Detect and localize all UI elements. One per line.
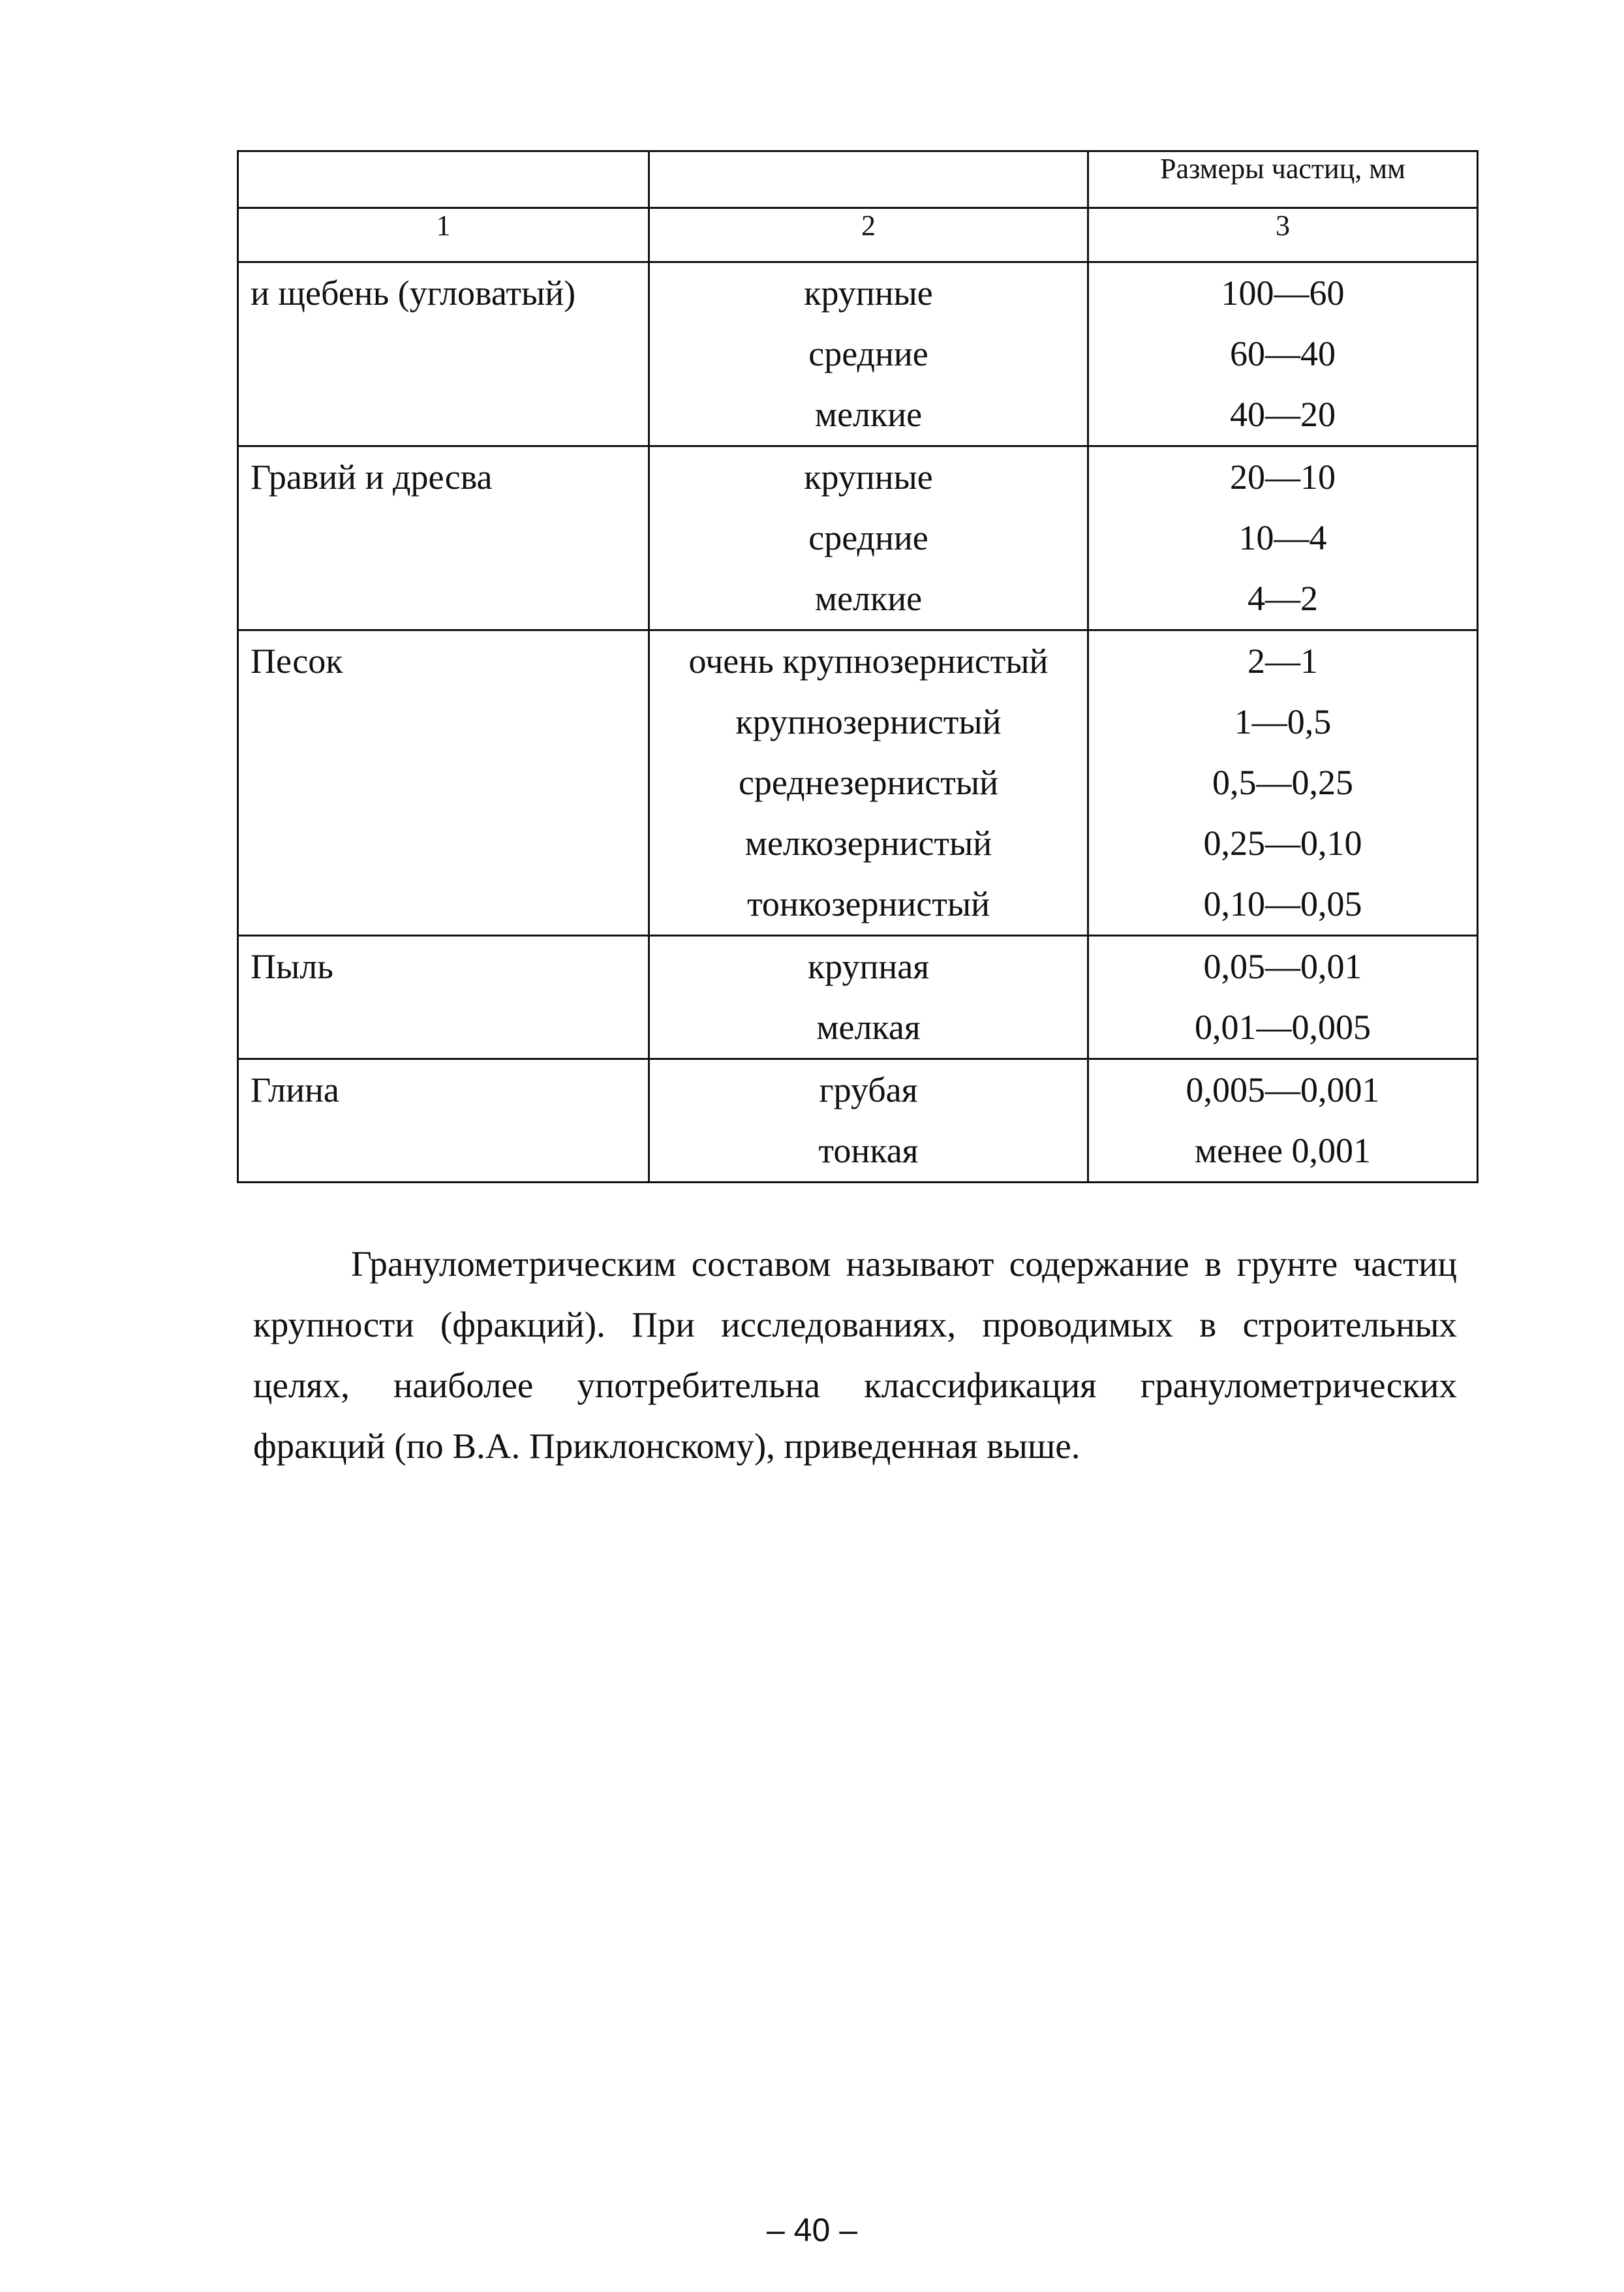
fraction-subtype: очень крупнозернистый (688, 642, 1049, 681)
soil-type-cell: Гравий и дресва (238, 446, 649, 630)
fraction-subtype: среднезернистый (738, 763, 999, 802)
particle-size: 60—40 (1230, 334, 1336, 373)
fraction-subtype: тонкая (818, 1131, 919, 1170)
fraction-subtype: крупные (804, 457, 933, 497)
header-cell-sizes: Размеры частиц, мм (1088, 151, 1478, 208)
header-cell-1 (238, 151, 649, 208)
particle-size-cell (1088, 262, 1478, 446)
body-paragraph: Гранулометрическим составом называют содержание в грунте частиц крупности (фракций). При исследованиях, проводимых в строительных целях, наиболее употребительна классификация гранулометрических фракций (по В.А. Приклонскому), приведенная выше. (253, 1244, 1457, 1466)
table-row (238, 630, 1478, 936)
column-number-3: 3 (1088, 208, 1478, 262)
particle-size: 0,05—0,01 (1203, 947, 1362, 986)
fraction-subtype-cell (649, 1059, 1088, 1183)
soil-type-cell: Пыль (238, 936, 649, 1059)
soil-type-cell: и щебень (угловатый) (238, 262, 649, 446)
particle-size: 0,005—0,001 (1186, 1070, 1380, 1109)
particle-size: 100—60 (1221, 273, 1345, 313)
particle-size: 0,25—0,10 (1203, 824, 1362, 863)
particle-size: 4—2 (1248, 579, 1318, 618)
fraction-subtype: грубая (819, 1070, 918, 1109)
soil-type-cell: Песок (238, 630, 649, 936)
header-cell-2 (649, 151, 1088, 208)
table-header-row (238, 151, 1478, 208)
fraction-subtype: крупные (804, 273, 933, 313)
fraction-subtype: крупная (807, 947, 930, 986)
particle-size: 40—20 (1230, 395, 1336, 434)
page-number: – 40 – (766, 2212, 857, 2248)
fraction-subtype: крупнозернистый (735, 702, 1002, 741)
column-number-1: 1 (238, 208, 649, 262)
particle-size: менее 0,001 (1195, 1131, 1371, 1170)
particle-size: 0,5—0,25 (1212, 763, 1353, 802)
table-row (238, 1059, 1478, 1183)
particle-size-cell (1088, 936, 1478, 1059)
fraction-subtype: мелкие (814, 579, 923, 618)
fraction-subtype: мелкие (814, 395, 923, 434)
fraction-subtype: мелкозернистый (744, 824, 992, 863)
particle-size-cell (1088, 630, 1478, 936)
column-number-2: 2 (649, 208, 1088, 262)
table-row (238, 446, 1478, 630)
fraction-subtype: тонкозернистый (746, 884, 990, 923)
soil-type-cell: Глина (238, 1059, 649, 1183)
fraction-subtype: мелкая (816, 1008, 921, 1047)
fraction-subtype-cell (649, 262, 1088, 446)
particle-size: 2—1 (1248, 642, 1318, 681)
fraction-subtype-cell (649, 446, 1088, 630)
particle-size: 0,01—0,005 (1195, 1008, 1371, 1047)
table-row (238, 262, 1478, 446)
particle-size-cell (1088, 1059, 1478, 1183)
column-number-row (238, 208, 1478, 262)
particle-size: 0,10—0,05 (1203, 884, 1362, 923)
particle-size: 20—10 (1230, 457, 1336, 497)
fraction-table (237, 150, 1478, 1183)
particle-size-cell (1088, 446, 1478, 630)
fraction-subtype-cell (649, 630, 1088, 936)
table-row (238, 936, 1478, 1059)
fraction-subtype-cell (649, 936, 1088, 1059)
particle-size: 1—0,5 (1234, 702, 1332, 741)
fraction-subtype: средние (808, 334, 928, 373)
fraction-subtype: средние (808, 518, 928, 557)
particle-size: 10—4 (1238, 518, 1327, 557)
